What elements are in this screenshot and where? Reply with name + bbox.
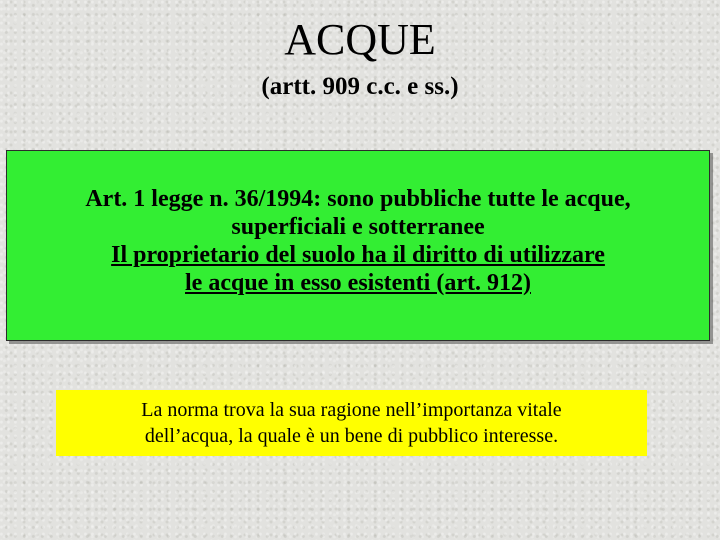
law-statement-box xyxy=(6,150,710,341)
rationale-note-box xyxy=(56,390,647,456)
law-statement-line: Art. 1 legge n. 36/1994: sono pubbliche tutte le acque, xyxy=(85,185,631,212)
rationale-note-line: La norma trova la sua ragione nell’importanza vitale xyxy=(141,399,562,421)
owner-right-line: le acque in esso esistenti (art. 912) xyxy=(185,269,531,296)
law-statement-line: superficiali e sotterranee xyxy=(231,213,485,240)
owner-right-line: Il proprietario del suolo ha il diritto di utilizzare xyxy=(111,241,605,268)
rationale-note-line: dell’acqua, la quale è un bene di pubblico interesse. xyxy=(144,425,559,447)
slide-subtitle: (artt. 909 c.c. e ss.) xyxy=(261,73,459,100)
slide-title: ACQUE xyxy=(284,15,436,64)
